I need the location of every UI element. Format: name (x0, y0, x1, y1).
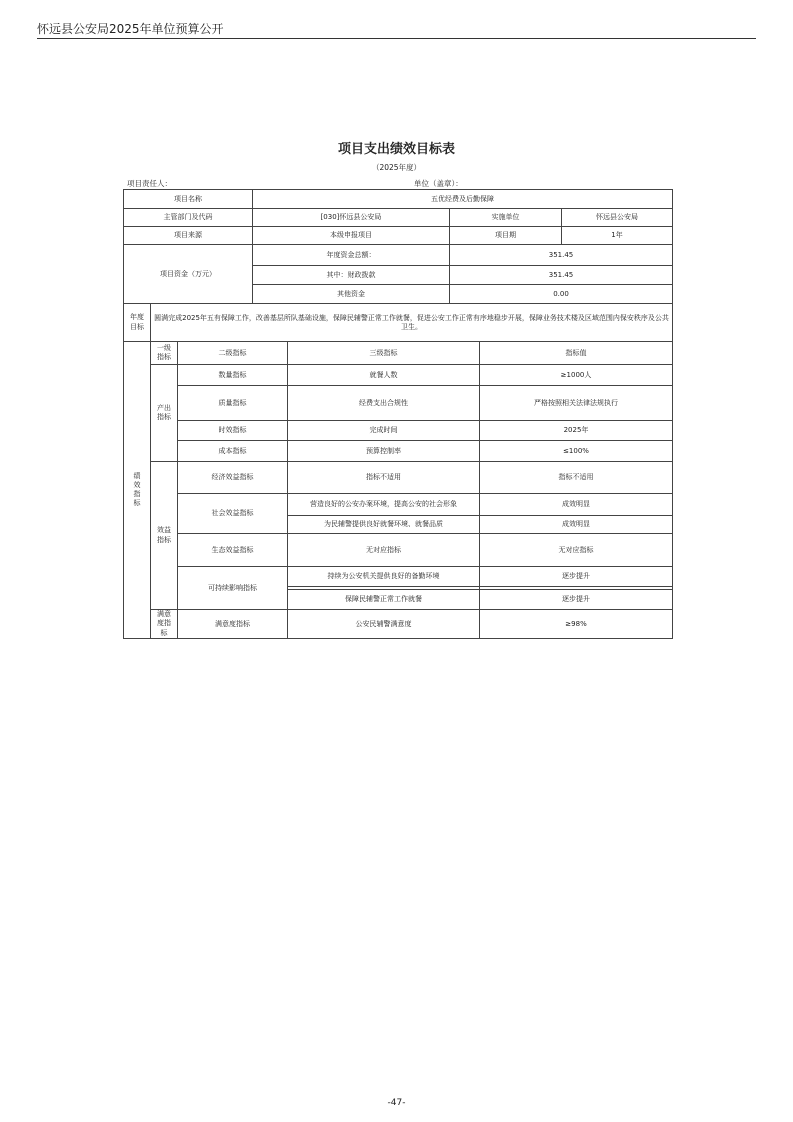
output-l2: 时效指标 (178, 421, 288, 441)
output-l3: 完成时间 (288, 421, 480, 441)
output-l3: 预算控制率 (288, 441, 480, 462)
output-value: ≤100% (480, 441, 673, 462)
table-row (124, 304, 673, 342)
performance-indicators-label: 绩效指标 (133, 471, 141, 508)
funds-fiscal-value: 351.45 (450, 266, 673, 285)
satisfaction-value: ≥98% (480, 610, 673, 639)
table-row (124, 190, 673, 209)
funds-total-label: 年度资金总额： (253, 245, 450, 266)
output-value: ≥1000人 (480, 365, 673, 386)
table-row (124, 534, 673, 567)
unit-stamp-label: 单位（盖章）： (414, 179, 463, 188)
table-row (124, 245, 673, 266)
output-l3: 经费支出合规性 (288, 386, 480, 421)
header-divider (37, 38, 756, 39)
table-row (124, 494, 673, 516)
document-year: （2025年度） (371, 163, 422, 172)
social-l2: 社会效益指标 (178, 494, 288, 534)
sustainable-l3: 保障民辅警正常工作就餐 (288, 590, 480, 610)
project-name-label: 项目名称 (124, 190, 253, 209)
table-row (124, 421, 673, 441)
table-row (124, 227, 673, 245)
sustainable-l3: 持续为公安机关提供良好的备勤环境 (288, 567, 480, 587)
annual-target-text: 圆满完成2025年五有保障工作，改善基层所队基础设施，保障民辅警正常工作就餐，促进公安工作正常有序地稳步开展，保障业务技术楼及区域范围内保安秩序及公共卫生。 (151, 304, 673, 342)
output-l2: 质量指标 (178, 386, 288, 421)
table-row (124, 209, 673, 227)
project-source-value: 本级申报项目 (253, 227, 450, 245)
performance-target-table (123, 189, 673, 639)
project-period-value: 1年 (562, 227, 673, 245)
project-period-label: 项目期 (450, 227, 562, 245)
dept-value: [030]怀远县公安局 (253, 209, 450, 227)
document-title: 项目支出绩效目标表 (337, 142, 455, 157)
project-funds-label: 项目资金（万元） (124, 245, 253, 304)
social-l3: 营造良好的公安办案环境，提高公安的社会形象 (288, 494, 480, 516)
economic-value: 指标不适用 (480, 462, 673, 494)
table-row (124, 342, 673, 365)
output-value: 2025年 (480, 421, 673, 441)
satisfaction-l2: 满意度指标 (178, 610, 288, 639)
funds-other-value: 0.00 (450, 285, 673, 304)
output-indicators-label: 产出指标 (157, 403, 171, 421)
dept-label: 主管部门及代码 (124, 209, 253, 227)
social-value: 成效明显 (480, 516, 673, 534)
table-row (124, 365, 673, 386)
table-row (124, 441, 673, 462)
social-value: 成效明显 (480, 494, 673, 516)
project-name-value: 五优经费及后勤保障 (253, 190, 673, 209)
funds-fiscal-label: 其中：财政拨款 (253, 266, 450, 285)
output-l2: 数量指标 (178, 365, 288, 386)
ecological-l2: 生态效益指标 (178, 534, 288, 567)
impl-unit-value: 怀远县公安局 (562, 209, 673, 227)
output-l3: 就餐人数 (288, 365, 480, 386)
output-value: 严格按照相关法律法规执行 (480, 386, 673, 421)
social-l3: 为民辅警提供良好就餐环境、就餐品质 (288, 516, 480, 534)
page-number: -47- (387, 1098, 406, 1108)
economic-l3: 指标不适用 (288, 462, 480, 494)
ecological-value: 无对应指标 (480, 534, 673, 567)
sustainable-l2: 可持续影响指标 (178, 567, 288, 610)
sustainable-value: 逐步提升 (480, 590, 673, 610)
level2-header: 二级指标 (178, 342, 288, 365)
table-row (124, 567, 673, 587)
indicator-value-header: 指标值 (480, 342, 673, 365)
project-responsible-label: 项目责任人： (127, 179, 172, 188)
level1-header: 一级指标 (157, 343, 171, 361)
annual-target-label: 年度目标 (130, 313, 144, 331)
impl-unit-label: 实施单位 (450, 209, 562, 227)
funds-total-value: 351.45 (450, 245, 673, 266)
sustainable-value: 逐步提升 (480, 567, 673, 587)
satisfaction-label: 满意度指标 (157, 610, 171, 637)
page-header-title: 怀远县公安局2025年单位预算公开 (37, 22, 224, 36)
level3-header: 三级指标 (288, 342, 480, 365)
table-row (124, 462, 673, 494)
benefit-indicators-label: 效益指标 (157, 526, 171, 544)
satisfaction-l3: 公安民辅警满意度 (288, 610, 480, 639)
output-l2: 成本指标 (178, 441, 288, 462)
economic-l2: 经济效益指标 (178, 462, 288, 494)
ecological-l3: 无对应指标 (288, 534, 480, 567)
funds-other-label: 其他资金 (253, 285, 450, 304)
table-row (124, 610, 673, 639)
project-source-label: 项目来源 (124, 227, 253, 245)
table-row (124, 386, 673, 421)
